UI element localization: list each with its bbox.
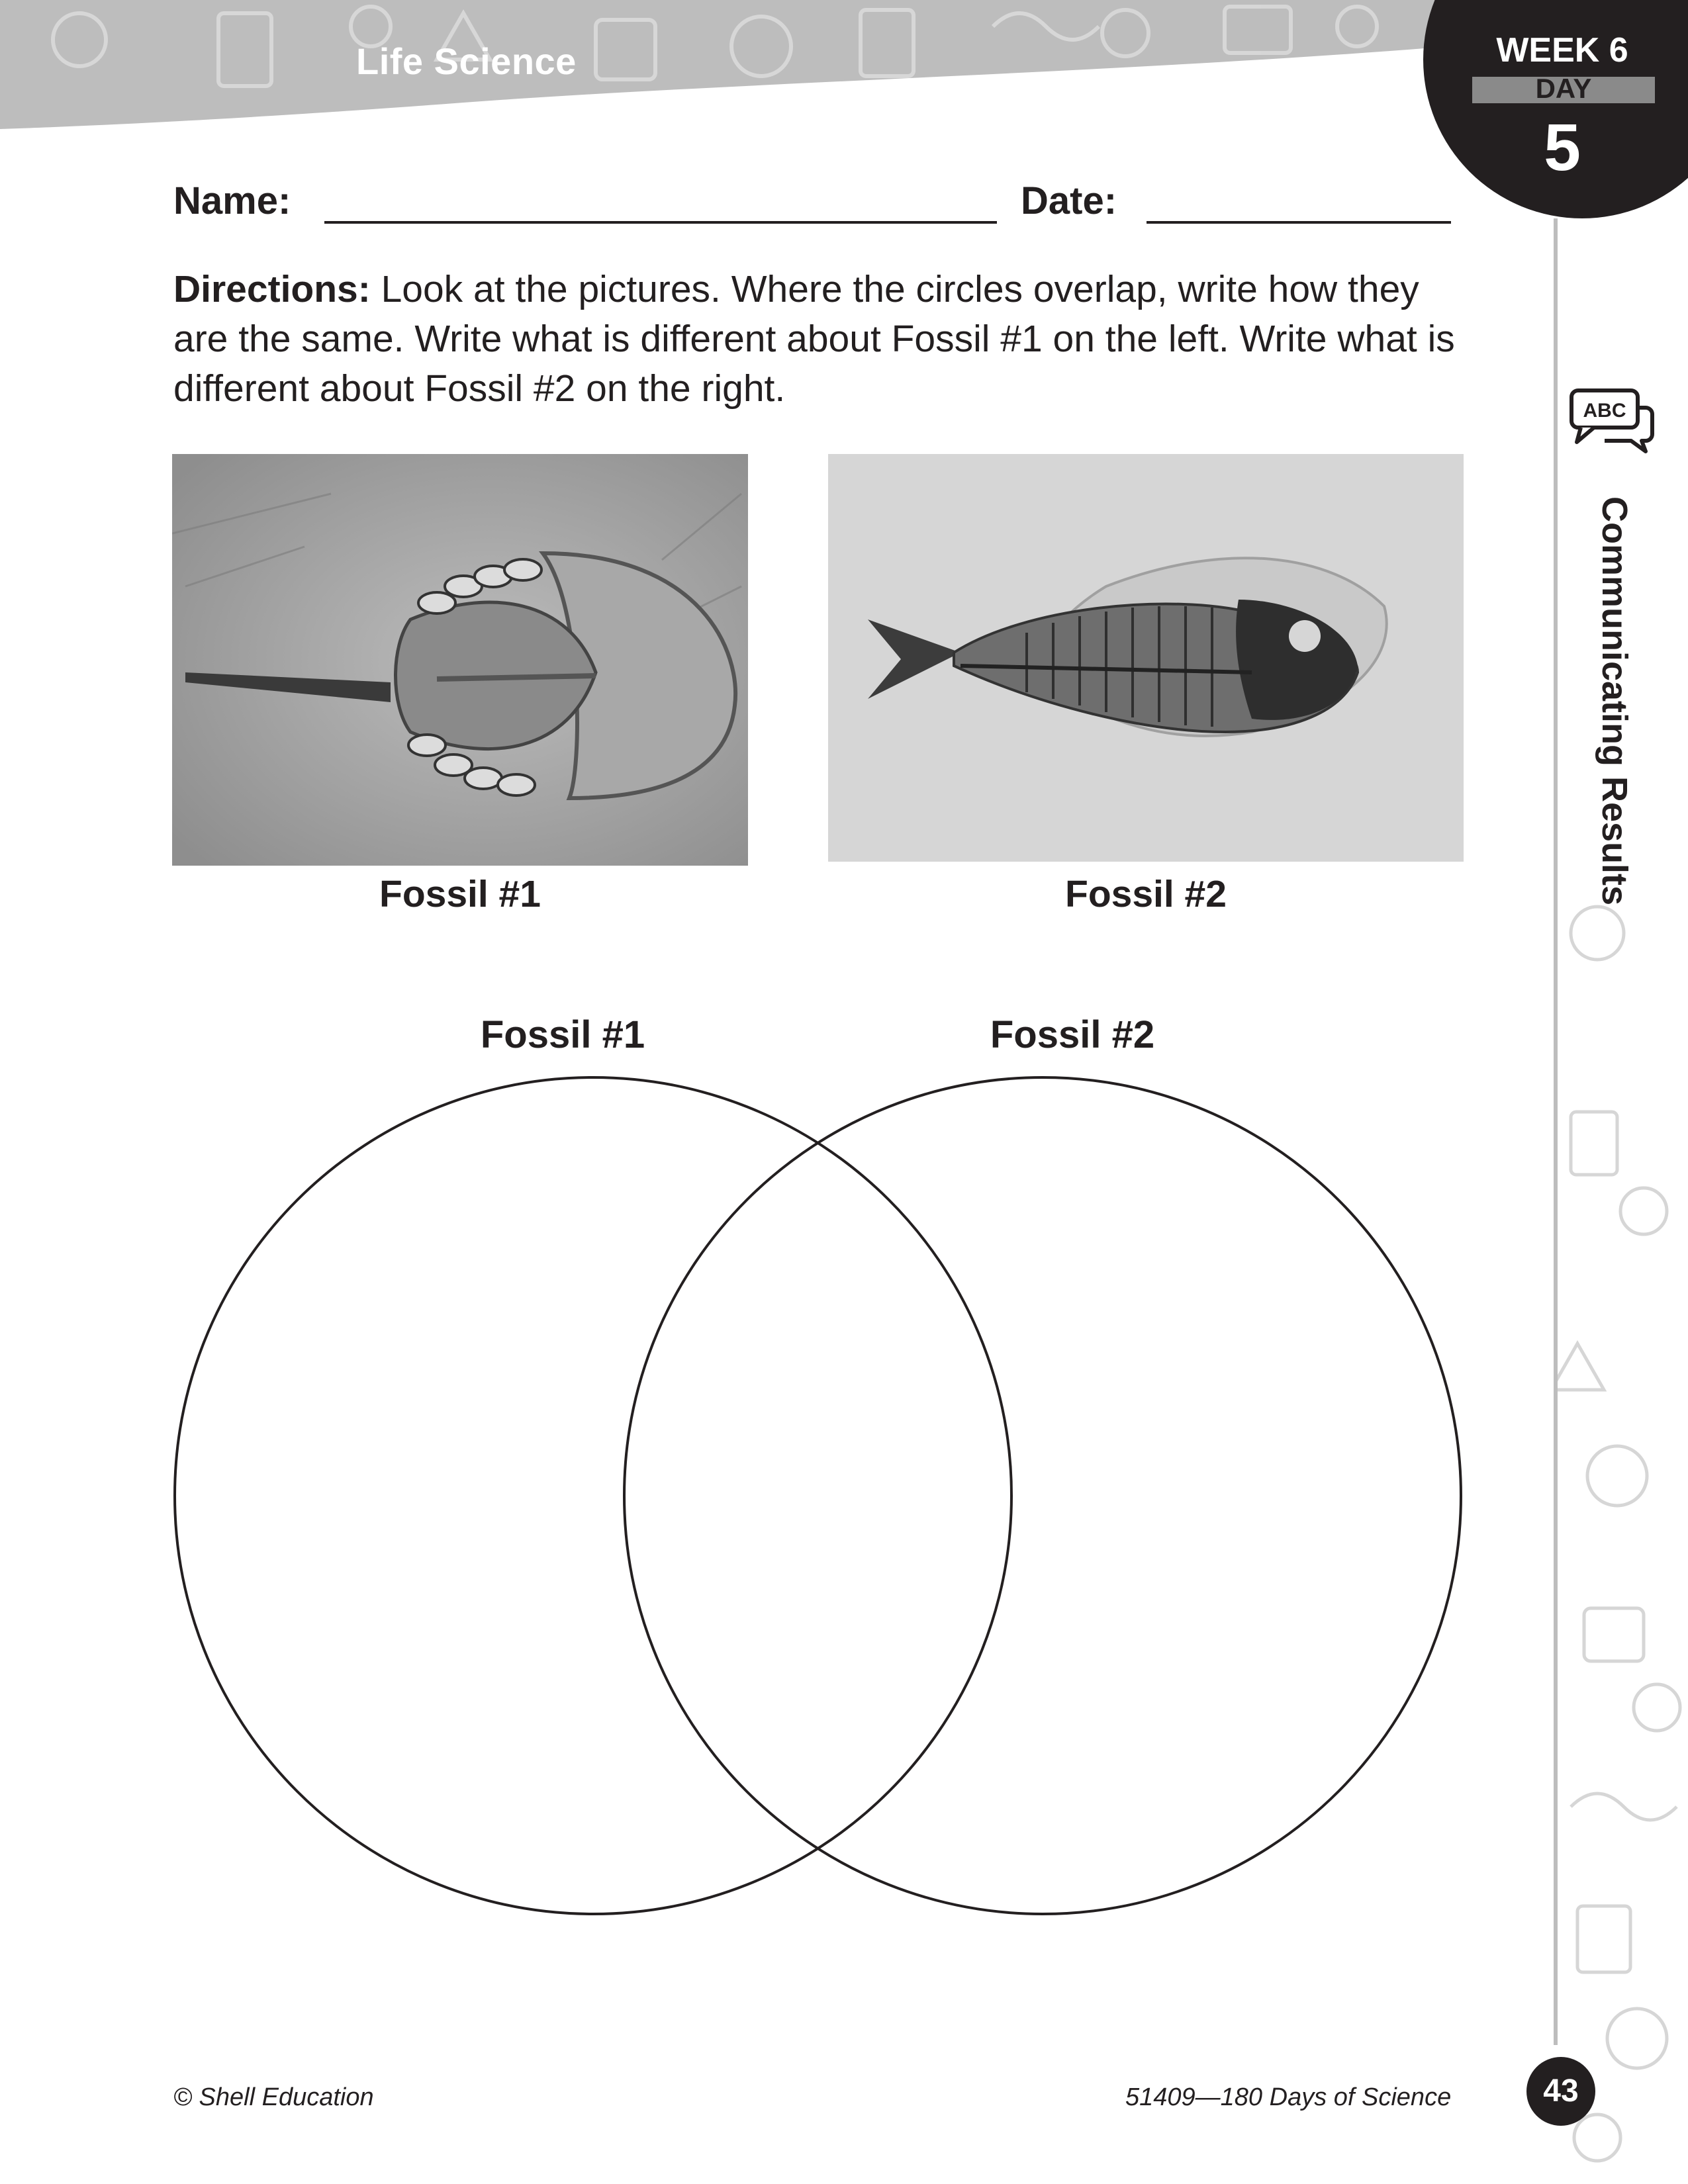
directions <box>173 265 1471 414</box>
week-label: WEEK 6 <box>1496 31 1628 69</box>
venn-right-label: Fossil #2 <box>990 1013 1155 1056</box>
name-line[interactable] <box>324 221 997 224</box>
day-number: 5 <box>1544 111 1581 185</box>
header-pattern <box>0 0 1450 132</box>
directions-text: Look at the pictures. Where the circles overlap, write how they are the same. Write what is different about Fossil #1 on the left. Write what is different about Fossil #2 on the right. <box>173 268 1455 410</box>
skill-label-container <box>1582 496 1635 960</box>
day-label: DAY <box>1535 73 1592 104</box>
name-label: Name: <box>173 179 291 222</box>
subject-title: Life Science <box>356 40 577 82</box>
date-label: Date: <box>1021 179 1117 222</box>
speech-bubbles-icon <box>1569 388 1655 457</box>
directions-lead: Directions: <box>173 268 371 310</box>
venn-right-circle[interactable] <box>624 1077 1461 1914</box>
page-number: 43 <box>1526 2057 1595 2126</box>
fossil-1-photo <box>172 454 748 866</box>
fossil-2-photo <box>828 454 1464 862</box>
fossil-2-caption: Fossil #2 <box>1065 873 1227 915</box>
venn-left-label: Fossil #1 <box>480 1013 645 1056</box>
footer-copyright: © Shell Education <box>173 2083 374 2111</box>
date-line[interactable] <box>1147 221 1451 224</box>
icon-text: ABC <box>1583 400 1626 422</box>
footer-book-title: 51409—180 Days of Science <box>1125 2083 1452 2111</box>
venn-left-circle[interactable] <box>175 1077 1011 1914</box>
header-band <box>0 0 1450 132</box>
skill-label: Communicating Results <box>1595 496 1634 906</box>
fossil-1-caption: Fossil #1 <box>379 873 541 915</box>
